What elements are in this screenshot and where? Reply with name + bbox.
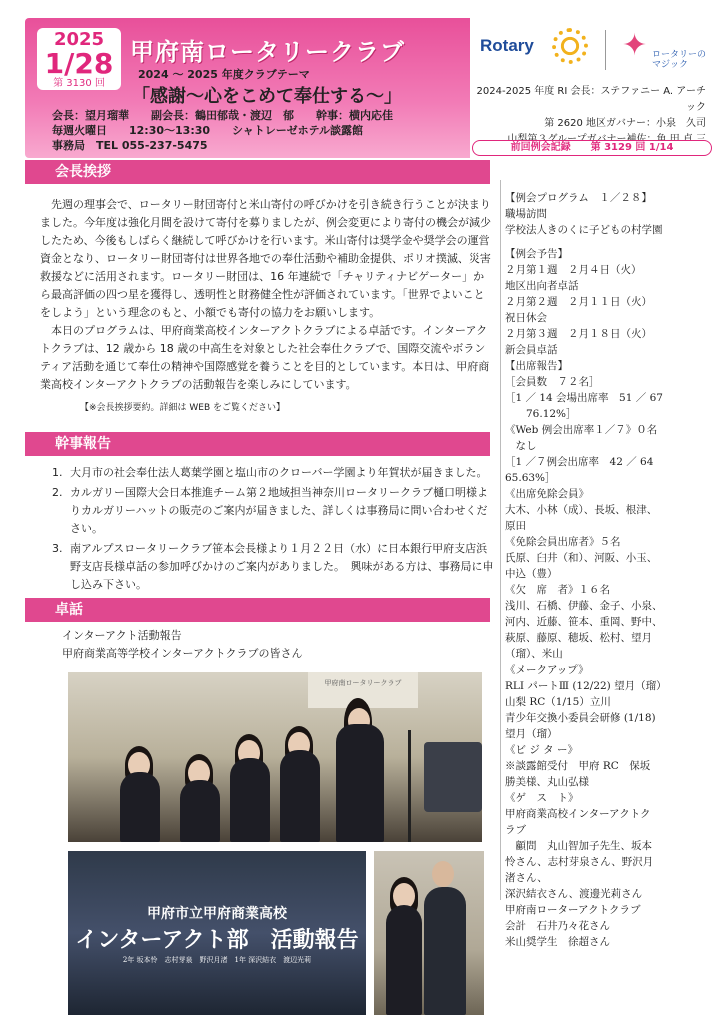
sidebar-line: 甲府南ローターアクトクラブ [505,904,641,916]
schedule-line: 毎週火曜日 12:30～13:30 シャトレーゼホテル談露館 [52,124,364,137]
sidebar-line: 65.63%］ [505,472,556,484]
sidebar-line: 怜さん、志村芽泉さん、野沢月 [505,856,654,868]
sidebar-line: 《Web 例会出席率１／７》０名 [505,424,658,436]
previous-meeting-record: 前回例会記録 第 3129 回 1/14 [472,140,712,156]
president-paragraph: 本日のプログラムは、甲府商業高校インターアクトクラブによる卓話です。インターアクトクラブは、12 歳から 18 歳の中高生を対象とした社会奉仕クラブで、国際交流やボランティア活動を通じて奉仕の精神や国際感覚を養うことを目的としています。本日は、甲府商業高校インターアクトクラブの活動報告を楽しみにしています。 [40,324,490,391]
list-item: 2. カルガリー国際大会日本推進チーム第２地域担当神奈川ロータリークラブ樋口明様よりカルガリーハットの販売のご案内が届きました、詳しくは事務局に問い合わせください。 [52,486,488,535]
screen-member-names: 2年 坂本怜 志村芽泉 野沢月渚 1年 深沢結衣 渡辺光莉 [122,956,312,964]
president-paragraph: 先週の理事会で、ロータリー財団寄付と米山寄付の呼びかけを引き続き行うことが決まりました。今年度は強化月間を設けて寄付を募りましたが、例会変更により寄付の機会が減少したため、今後もしばらく継続して呼びかけを行います。米山寄付は奨学金や奨学会の運営資金となり、ロータリー財団寄付は世界各地での奉仕活動や補助金提供、ポリオ撲滅、災害救援などに活用されます。ロータリー財団は、16 年連続で「チャリティナビゲーター」から最高評価の四つ星を獲得し、透明性と財務健全性が評価されています。「世界でよいことをしよう」という理念のもと、小額でも寄付の協力をお願いします。 [40,198,491,319]
sidebar-line: 大木、小林（成）、長坂、根津、 [505,504,658,516]
list-item: 1. 大月市の社会奉仕法人葛葉学園と塩山市のクローバー学園より年賀状が届きました。 [52,466,488,479]
photo-presentation-screen [68,851,366,1015]
ri-president: 2024-2025 年度 RI 会長：ステファニー A. アーチック [476,86,706,113]
section-talk-title: 卓話 [25,598,490,622]
rotary-logo-text: Rotary [480,36,534,55]
officers-line: 会長：望月瑠華 副会長：鶴田郁哉・渡辺 郁 幹事：横内応佳 [52,109,393,122]
sidebar-line: 《出席免除会員》 [505,488,589,500]
shooting-star-icon: ✦ [622,28,648,63]
president-message [40,196,495,394]
sidebar-line: 《欠 席 者》１６名 [505,584,610,596]
officers-info [52,108,393,153]
club-name: 甲府南ロータリークラブ [130,38,405,66]
sidebar-line: 深沢結衣さん、渡邊光莉さん [505,888,643,900]
sidebar-line: 原田 [505,520,526,532]
sidebar-line: RLI パートⅢ (12/22) 望月（瑠） [505,680,667,692]
photo-students-presenting [68,672,482,842]
photo-banner: 甲府南ロータリークラブ [308,672,418,708]
sidebar-line: 【例会予告】 [505,248,568,260]
projector [424,742,482,812]
sidebar-line: 渚さん、 [505,872,548,884]
meeting-record-sidebar [505,190,715,950]
sidebar-line: 地区出向者卓話 [505,280,579,292]
club-theme: 「感謝～心をこめて奉仕する～」 [132,86,402,107]
sidebar-line: 山梨 RC（1/15）立川 [505,696,611,708]
sidebar-line [505,238,715,246]
talk-info [62,627,482,663]
magic-logo-text: ロータリーの マジック [652,50,707,70]
date-year: 2025 [53,29,105,50]
screen-title-school: 甲府市立甲府商業高校 [147,906,287,922]
sidebar-line: 【出席報告】 [505,360,568,372]
secretary-report-list [52,464,497,596]
sidebar-line: 顧問 丸山智加子先生、坂本 [505,840,652,852]
sidebar-line: ラブ [505,824,526,836]
sidebar-line: ※談露館受付 甲府 RC 保坂 [505,760,651,772]
sidebar-line: 《免除会員出席者》５名 [505,536,621,548]
sidebar-line: ［会員数 ７２名］ [505,376,600,388]
sidebar-line: 望月（瑠） [505,728,558,740]
sidebar-line: ［1 ／ 14 会場出席率 51 ／ 67 [505,392,663,404]
sidebar-line: なし [505,440,537,452]
sidebar-line: ２月第３週 ２月１８日（火） [505,328,652,340]
theme-label: 2024 ～ 2025 年度クラブテーマ [138,68,310,81]
sidebar-line: 会計 石井乃々花さん [505,920,610,932]
photo-two-people [374,851,484,1015]
sidebar-line: 学校法人きのくに子どもの村学園 [505,224,663,236]
logo-divider [605,30,606,70]
date-month-day: 1/28 [44,47,114,80]
sidebar-line: ［1 ／７例会出席率 42 ／ 64 [505,456,654,468]
sidebar-line: 新会員卓話 [505,344,558,356]
sidebar-line: 職場訪問 [505,208,547,220]
sidebar-line: 青少年交換小委員会研修 (1/18) [505,712,656,724]
sidebar-line: ２月第１週 ２月４日（火） [505,264,642,276]
list-item: 3. 南アルプスロータリークラブ笹本会長様より１月２２日（水）に日本銀行甲府支店浜野支店長様卓話の参加呼びかけのご案内がありました。 興味がある方は、事務局に申し込み下さい。 [52,542,494,591]
talk-speakers: 甲府商業高等学校インターアクトクラブの皆さん [62,647,303,660]
sidebar-line: 《ビ ジ タ ー》 [505,744,579,756]
sidebar-line: 中込（豊） [505,568,558,580]
microphone-stand [408,730,411,842]
president-note: 【※会長挨拶要約。詳細は WEB をご覧ください】 [80,403,286,413]
sidebar-line: 《ゲ ス ト》 [505,792,579,804]
section-president-title: 会長挨拶 [25,160,490,184]
sidebar-line: 勝美様、丸山弘様 [505,776,589,788]
sidebar-line: 【例会プログラム １／２８】 [505,192,652,204]
talk-topic: インターアクト活動報告 [62,629,182,642]
sidebar-line: 76.12%］ [505,408,577,420]
meeting-number: 第 3130 回 [53,78,105,89]
screen-title-report: インターアクト部 活動報告 [75,927,359,953]
rotary-wheel-icon [552,28,588,64]
section-secretary-title: 幹事報告 [25,432,490,456]
sidebar-line: 米山奨学生 徐超さん [505,936,610,948]
office-line: 事務局 TEL 055-237-5475 [52,139,208,152]
sidebar-line: 氏原、臼井（和）、河阪、小玉、 [505,552,658,564]
sidebar-line: ２月第２週 ２月１１日（火） [505,296,652,308]
sidebar-line: 祝日休会 [505,312,547,324]
column-divider [500,180,501,900]
date-box [37,28,121,90]
district-info [470,84,706,148]
sidebar-line: 甲府商業高校インターアクトク [505,808,651,820]
sidebar-line: 《メークアップ》 [505,664,589,676]
rotary-logo [480,28,600,68]
sidebar-line: 浅川、石橋、伊藤、金子、小泉、 [505,600,663,612]
magic-logo [612,26,712,76]
sidebar-line: 萩原、藤原、穂坂、松村、望月 [505,632,652,644]
district-governor: 第 2620 地区ガバナー：小泉 久司 [544,118,706,129]
sidebar-line: 河内、近藤、笹本、重岡、野中、 [505,616,663,628]
sidebar-line: （瑠）、米山 [505,648,563,660]
